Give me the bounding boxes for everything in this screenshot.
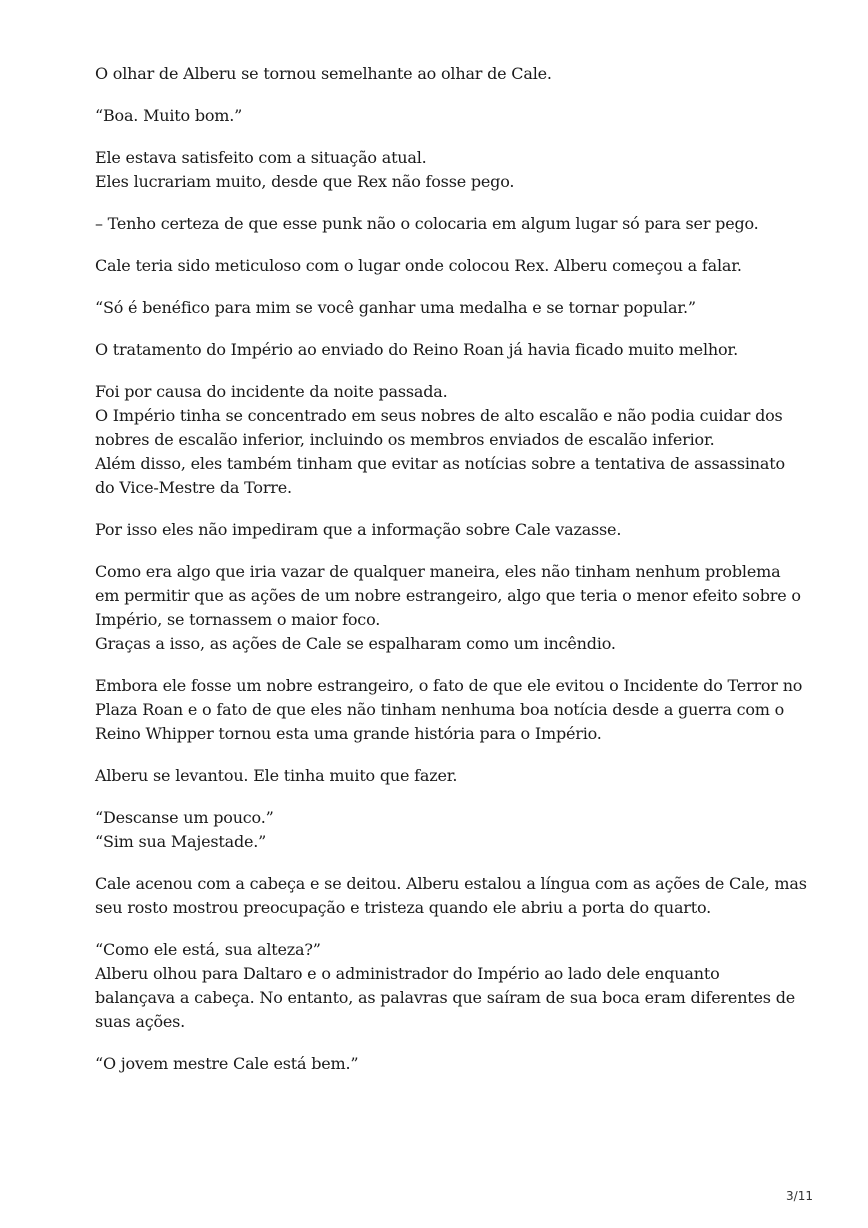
text-line: nobres de escalão inferior, incluindo os membros enviados de escalão inferior. [95,430,715,449]
text-line: “Como ele está, sua alteza?” [95,940,321,959]
text-line: Além disso, eles também tinham que evitar as notícias sobre a tentativa de assassinato [95,454,785,473]
text-line: Cale teria sido meticuloso com o lugar onde colocou Rex. Alberu começou a falar. [95,256,742,275]
text-line: Ele estava satisfeito com a situação atual. [95,148,427,167]
paragraph [95,674,803,746]
paragraph [95,104,785,128]
paragraph [95,380,785,500]
text-line: em permitir que as ações de um nobre estrangeiro, algo que teria o menor efeito sobre o [95,586,801,605]
paragraph [95,212,785,236]
text-line: seu rosto mostrou preocupação e tristeza quando ele abriu a porta do quarto. [95,898,711,917]
text-line: O Império tinha se concentrado em seus nobres de alto escalão e não podia cuidar dos [95,406,783,425]
paragraph [95,872,807,920]
document-body [95,62,807,1094]
text-line: Cale acenou com a cabeça e se deitou. Alberu estalou a língua com as ações de Cale, mas [95,874,807,893]
text-line: “Só é benéfico para mim se você ganhar uma medalha e se tornar popular.” [95,298,696,317]
text-line: Reino Whipper tornou esta uma grande história para o Império. [95,724,602,743]
text-line: Graças a isso, as ações de Cale se espalharam como um incêndio. [95,634,616,653]
page-number: 3/11 [786,1189,813,1203]
paragraph [95,938,796,1034]
paragraph [95,806,785,854]
text-line: Império, se tornassem o maior foco. [95,610,381,629]
text-line: “Sim sua Majestade.” [95,832,267,851]
text-line: Plaza Roan e o fato de que eles não tinham nenhuma boa notícia desde a guerra com o [95,700,785,719]
text-line: “Descanse um pouco.” [95,808,274,827]
text-line: Por isso eles não impediram que a informação sobre Cale vazasse. [95,520,622,539]
text-line: Alberu se levantou. Ele tinha muito que fazer. [95,766,458,785]
paragraph [95,560,801,656]
text-line: do Vice-Mestre da Torre. [95,478,292,497]
text-line: Embora ele fosse um nobre estrangeiro, o fato de que ele evitou o Incidente do Terror no [95,676,803,695]
text-line: balançava a cabeça. No entanto, as palavras que saíram de sua boca eram diferentes de [95,988,796,1007]
text-line: “O jovem mestre Cale está bem.” [95,1054,359,1073]
text-line: O olhar de Alberu se tornou semelhante ao olhar de Cale. [95,64,552,83]
paragraph [95,1052,785,1076]
paragraph [95,518,785,542]
text-line: Foi por causa do incidente da noite passada. [95,382,448,401]
paragraph [95,254,785,278]
text-line: Eles lucrariam muito, desde que Rex não fosse pego. [95,172,515,191]
text-line: “Boa. Muito bom.” [95,106,243,125]
paragraph [95,338,785,362]
paragraph [95,296,785,320]
text-line: Alberu olhou para Daltaro e o administrador do Império ao lado dele enquanto [95,964,720,983]
paragraph [95,146,785,194]
text-line: suas ações. [95,1012,186,1031]
text-line: Como era algo que iria vazar de qualquer maneira, eles não tinham nenhum problema [95,562,781,581]
text-line: O tratamento do Império ao enviado do Reino Roan já havia ficado muito melhor. [95,340,738,359]
paragraph [95,764,785,788]
paragraph [95,62,785,86]
text-line: – Tenho certeza de que esse punk não o colocaria em algum lugar só para ser pego. [95,214,759,233]
